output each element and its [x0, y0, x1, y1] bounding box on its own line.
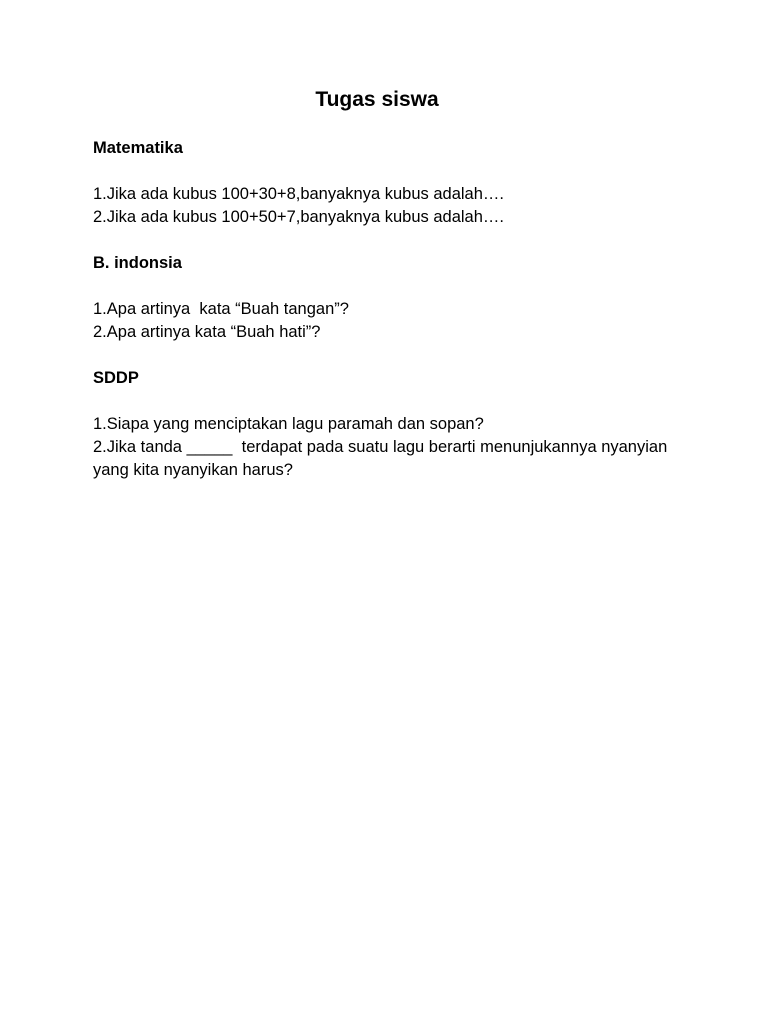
- document-title: Tugas siswa: [315, 88, 439, 111]
- question-item: 1.Siapa yang menciptakan lagu paramah dan sopan?: [93, 415, 484, 433]
- section-b-indonesia: [93, 252, 693, 344]
- question-list: [93, 183, 693, 229]
- question-item: 2.Apa artinya kata “Buah hati”?: [93, 323, 321, 341]
- question-item: 1.Jika ada kubus 100+30+8,banyaknya kubus adalah….: [93, 185, 504, 203]
- question-item-with-blank: [93, 436, 693, 482]
- section-matematika: [93, 137, 693, 229]
- question-text-before-blank: 2.Jika tanda: [93, 438, 187, 456]
- fill-in-blank: _____: [186, 438, 233, 456]
- question-text-after-blank: terdapat pada suatu lagu berarti menunjukannya nyanyian yang kita nyanyikan harus?: [93, 438, 672, 479]
- section-heading: B. indonsia: [93, 254, 182, 272]
- section-heading: SDDP: [93, 369, 139, 387]
- question-list: [93, 298, 693, 344]
- section-heading: Matematika: [93, 139, 183, 157]
- question-list: [93, 413, 693, 482]
- section-sddp: [93, 367, 693, 482]
- question-item: 1.Apa artinya kata “Buah tangan”?: [93, 300, 349, 318]
- question-item: 2.Jika ada kubus 100+50+7,banyaknya kubus adalah….: [93, 208, 504, 226]
- document-body: [93, 137, 693, 505]
